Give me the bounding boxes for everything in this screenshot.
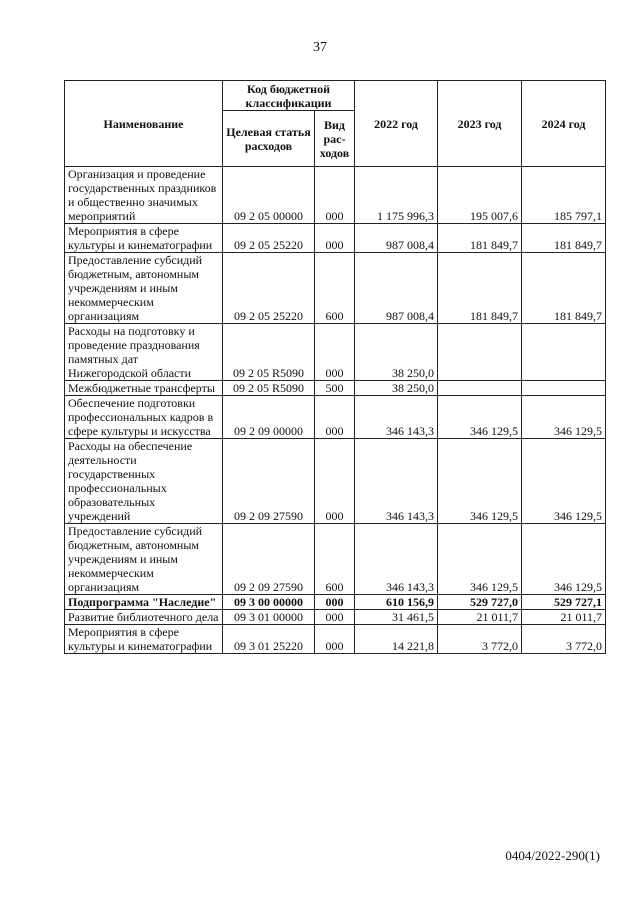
cell-y2024 [522, 381, 606, 396]
cell-code: 09 2 09 00000 [223, 396, 315, 439]
cell-y2023 [438, 381, 522, 396]
header-vid: Вид рас-ходов [315, 111, 355, 167]
cell-vid: 000 [315, 595, 355, 610]
cell-y2023: 346 129,5 [438, 396, 522, 439]
cell-y2022: 346 143,3 [355, 524, 438, 595]
cell-y2022: 1 175 996,3 [355, 167, 438, 224]
cell-name: Обеспечение подготовки профессиональных кадров в сфере культуры и искусства [65, 396, 223, 439]
cell-name: Мероприятия в сфере культуры и кинематографии [65, 625, 223, 654]
cell-y2024: 346 129,5 [522, 439, 606, 524]
cell-y2024: 185 797,1 [522, 167, 606, 224]
cell-name: Организация и проведение государственных праздников и общественно значимых мероприятий [65, 167, 223, 224]
cell-vid: 000 [315, 396, 355, 439]
table-row [65, 167, 606, 224]
cell-code: 09 3 01 25220 [223, 625, 315, 654]
cell-vid: 000 [315, 167, 355, 224]
cell-code: 09 2 09 27590 [223, 524, 315, 595]
cell-code: 09 2 05 25220 [223, 224, 315, 253]
cell-name: Расходы на обеспечение деятельности государственных профессиональных образовательных учреждений [65, 439, 223, 524]
cell-vid: 000 [315, 610, 355, 625]
cell-name: Подпрограмма "Наследие" [65, 595, 223, 610]
cell-y2023: 529 727,0 [438, 595, 522, 610]
cell-y2022: 346 143,3 [355, 439, 438, 524]
table-row [65, 439, 606, 524]
cell-code: 09 3 01 00000 [223, 610, 315, 625]
cell-name: Межбюджетные трансферты [65, 381, 223, 396]
table-row [65, 610, 606, 625]
cell-code: 09 2 09 27590 [223, 439, 315, 524]
header-name: Наименование [65, 81, 223, 167]
header-2022: 2022 год [355, 81, 438, 167]
cell-y2023: 346 129,5 [438, 439, 522, 524]
cell-y2022: 38 250,0 [355, 324, 438, 381]
cell-name: Мероприятия в сфере культуры и кинематографии [65, 224, 223, 253]
cell-y2024: 529 727,1 [522, 595, 606, 610]
header-code-group: Код бюджетной классификации [223, 81, 355, 111]
cell-vid: 000 [315, 324, 355, 381]
cell-vid: 000 [315, 625, 355, 654]
cell-vid: 600 [315, 253, 355, 324]
table-row [65, 396, 606, 439]
cell-y2023: 3 772,0 [438, 625, 522, 654]
cell-code: 09 2 05 00000 [223, 167, 315, 224]
cell-name: Расходы на подготовку и проведение празднования памятных дат Нижегородской области [65, 324, 223, 381]
cell-y2022: 346 143,3 [355, 396, 438, 439]
document-code: 0404/2022-290(1) [505, 848, 600, 863]
table-row [65, 625, 606, 654]
page-number: 37 [313, 40, 327, 55]
cell-code: 09 3 00 00000 [223, 595, 315, 610]
cell-y2024 [522, 324, 606, 381]
cell-y2023: 21 011,7 [438, 610, 522, 625]
cell-y2022: 31 461,5 [355, 610, 438, 625]
header-2023: 2023 год [438, 81, 522, 167]
table-row [65, 381, 606, 396]
header-2024: 2024 год [522, 81, 606, 167]
cell-y2023: 181 849,7 [438, 253, 522, 324]
cell-y2022: 987 008,4 [355, 224, 438, 253]
table-row [65, 524, 606, 595]
budget-table [64, 80, 606, 654]
cell-y2022: 38 250,0 [355, 381, 438, 396]
cell-y2022: 987 008,4 [355, 253, 438, 324]
cell-vid: 500 [315, 381, 355, 396]
table-row [65, 324, 606, 381]
cell-code: 09 2 05 R5090 [223, 324, 315, 381]
cell-vid: 000 [315, 224, 355, 253]
cell-y2024: 181 849,7 [522, 224, 606, 253]
header-target: Целевая статья расходов [223, 111, 315, 167]
cell-y2024: 21 011,7 [522, 610, 606, 625]
table-row [65, 224, 606, 253]
cell-name: Развитие библиотечного дела [65, 610, 223, 625]
cell-y2024: 346 129,5 [522, 524, 606, 595]
cell-code: 09 2 05 25220 [223, 253, 315, 324]
cell-y2023: 195 007,6 [438, 167, 522, 224]
cell-y2024: 346 129,5 [522, 396, 606, 439]
cell-y2023 [438, 324, 522, 381]
table-body [65, 167, 606, 654]
cell-name: Предоставление субсидий бюджетным, автономным учреждениям и иным некоммерческим организациям [65, 253, 223, 324]
cell-y2023: 346 129,5 [438, 524, 522, 595]
cell-y2024: 181 849,7 [522, 253, 606, 324]
table-row [65, 253, 606, 324]
cell-name: Предоставление субсидий бюджетным, автономным учреждениям и иным некоммерческим организациям [65, 524, 223, 595]
cell-y2023: 181 849,7 [438, 224, 522, 253]
cell-y2024: 3 772,0 [522, 625, 606, 654]
cell-vid: 000 [315, 439, 355, 524]
cell-code: 09 2 05 R5090 [223, 381, 315, 396]
table-row [65, 595, 606, 610]
cell-y2022: 610 156,9 [355, 595, 438, 610]
cell-vid: 600 [315, 524, 355, 595]
cell-y2022: 14 221,8 [355, 625, 438, 654]
